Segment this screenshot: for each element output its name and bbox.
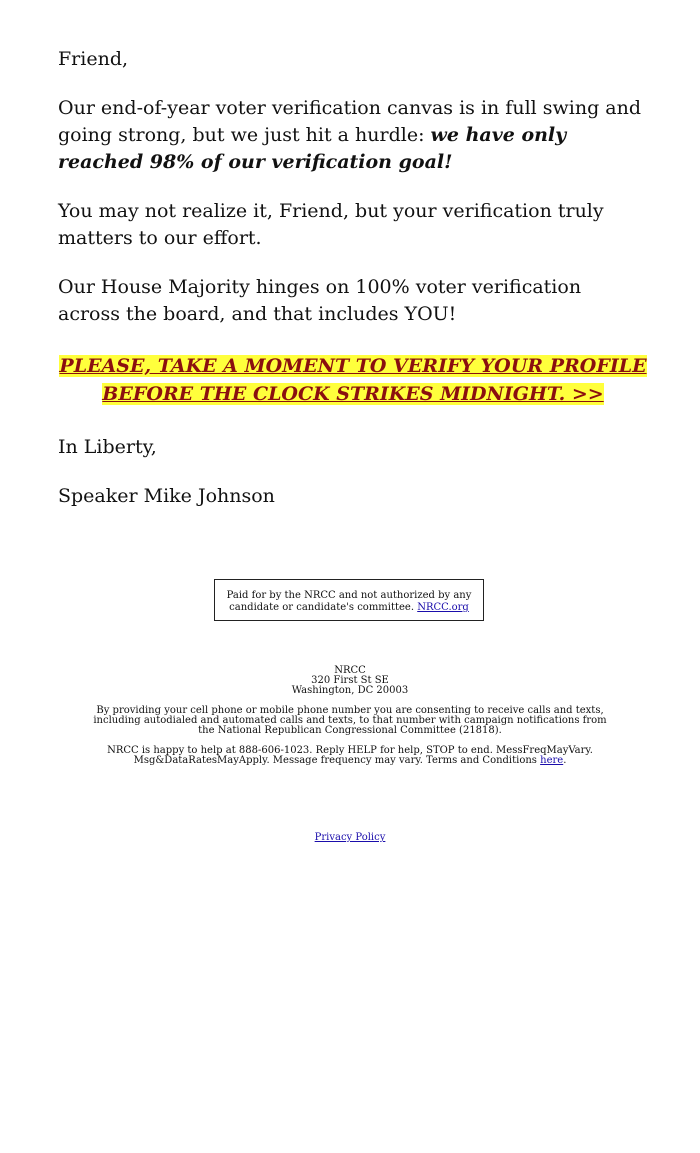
footer-help-text: NRCC is happy to help at 888-606-1023. Reply HELP for help, STOP to end. MessFreqMayVary. Msg&DataRatesMayApply. Message frequency may vary. Terms and Conditions: [107, 745, 593, 766]
privacy-container: [0, 832, 700, 843]
cta-container: [58, 352, 648, 408]
footer-org: NRCC: [334, 665, 366, 676]
footer-street: 320 First St SE: [311, 675, 389, 686]
disclaimer-text: Paid for by the NRCC and not authorized by any candidate or candidate's committee.: [226, 590, 472, 613]
footer-city: Washington, DC 20003: [291, 685, 409, 696]
closing: In Liberty,: [58, 436, 157, 458]
paragraph-verification: You may not realize it, Friend, but your verification truly matters to our effort.: [58, 200, 604, 249]
footer-help-period: .: [563, 755, 567, 766]
privacy-policy-link[interactable]: Privacy Policy: [314, 832, 386, 843]
paragraph-majority: Our House Majority hinges on 100% voter verification across the board, and that includes YOU!: [58, 276, 582, 325]
footer-consent: By providing your cell phone or mobile phone number you are consenting to receive calls and texts, including autodialed and automated calls and texts, to that number with campaign notifications from the National Republican Congressional Committee (21818).: [93, 705, 607, 736]
paragraph-hurdle: [58, 95, 648, 176]
footer-address: [90, 666, 610, 696]
paragraph-hurdle-text: Our end-of-year voter verification canvas is in full swing and going strong, but we just hit a hurdle:: [58, 97, 642, 146]
footer: [90, 666, 610, 766]
greeting: Friend,: [58, 48, 129, 70]
footer-help: [90, 746, 610, 766]
paid-for-disclaimer: [214, 579, 484, 621]
verify-profile-link[interactable]: PLEASE, TAKE A MOMENT TO VERIFY YOUR PROFILE BEFORE THE CLOCK STRIKES MIDNIGHT. >>: [59, 355, 647, 405]
terms-here-link[interactable]: here: [540, 755, 564, 766]
signature: Speaker Mike Johnson: [58, 485, 275, 507]
paragraph-hurdle-emphasis: we have only reached 98% of our verification goal!: [58, 124, 567, 173]
email-body: [58, 46, 648, 532]
nrcc-website-link[interactable]: NRCC.org: [417, 602, 469, 613]
